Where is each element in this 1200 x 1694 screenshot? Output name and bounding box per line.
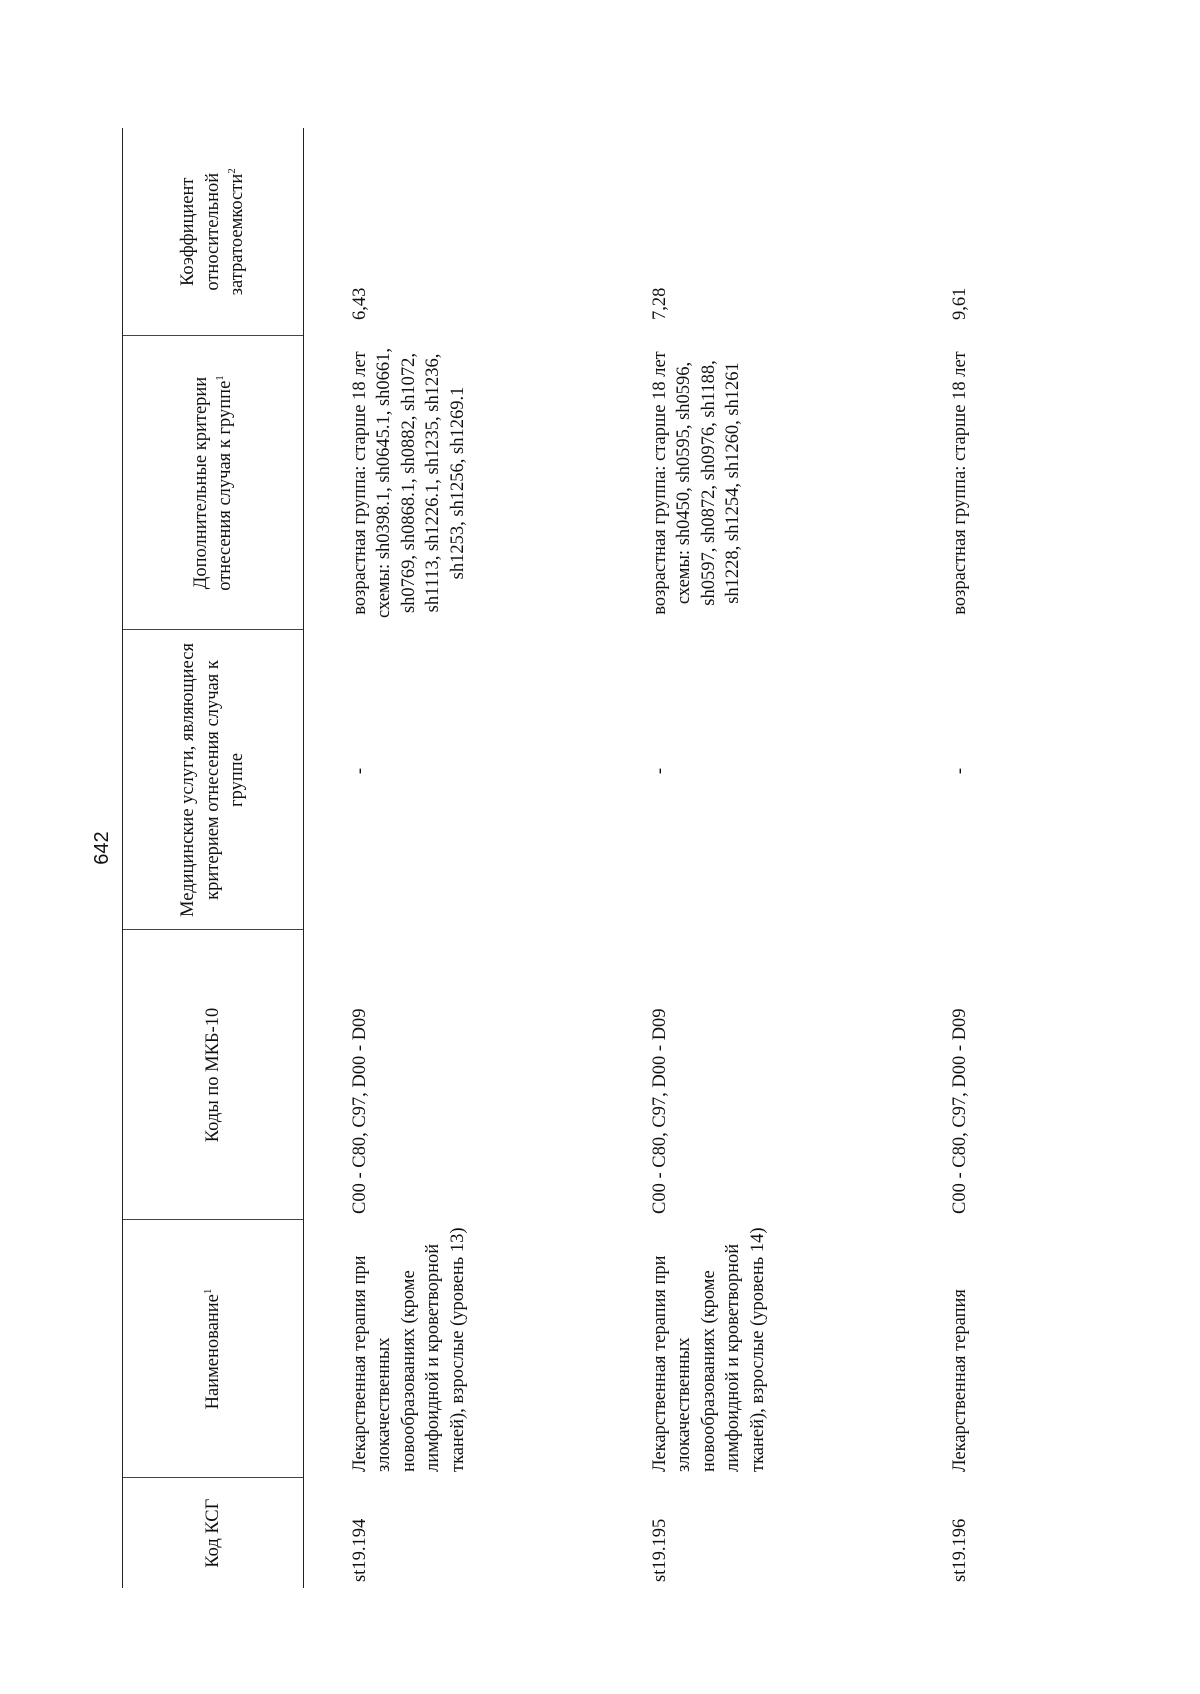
table-row xyxy=(648,128,948,1588)
header-services-label: Медицинские услуги, являющиеся критерием отнесения случая к группе xyxy=(178,643,248,917)
header-name xyxy=(123,1220,304,1478)
cell-code: st19.194 xyxy=(350,1518,370,1582)
table-row xyxy=(948,128,1128,1588)
cell-code: st19.196 xyxy=(950,1518,970,1582)
cell-name: Лекарственная терапия xyxy=(950,1289,970,1472)
header-extra-label: Дополнительные критерии отнесения случая к группе xyxy=(190,376,236,591)
cell-extra: возрастная группа: старше 18 лет xyxy=(950,351,970,615)
table-body xyxy=(304,128,1129,1588)
header-coef-footnote: 2 xyxy=(226,168,239,174)
cell-services: - xyxy=(950,767,970,775)
header-row xyxy=(123,128,304,1588)
table-row xyxy=(304,128,649,1588)
header-name-footnote: 1 xyxy=(201,1288,214,1295)
cell-name: Лекарственная терапия при злокачественных новообразованиях (кроме лимфоидной и кроветворной тканей), взрослые (уровень 14) xyxy=(650,1227,768,1472)
header-code xyxy=(123,1478,304,1588)
cell-coef: 7,28 xyxy=(650,287,670,320)
header-services xyxy=(123,630,304,930)
cell-coef: 6,43 xyxy=(350,287,370,320)
cell-icd: C00 - C80, C97, D00 - D09 xyxy=(950,1008,970,1214)
page-number: 642 xyxy=(91,831,113,865)
cell-icd: C00 - C80, C97, D00 - D09 xyxy=(350,1008,370,1214)
header-code-label: Код КСГ xyxy=(202,1498,223,1568)
cell-extra: возрастная группа: старше 18 лет схемы: sh0450, sh0595, sh0596, sh0597, sh0872, sh0976, sh1188, sh1228, sh1254, sh1260, sh1261 xyxy=(650,351,744,615)
header-icd xyxy=(123,930,304,1220)
header-extra-footnote: 1 xyxy=(213,375,226,381)
header-coef-label: Коэффициент относительной затратоемкости xyxy=(178,172,248,296)
rotated-table-container xyxy=(122,128,1162,1588)
cell-coef: 9,61 xyxy=(950,287,970,320)
header-icd-label: Коды по МКБ-10 xyxy=(202,1007,223,1143)
cell-code: st19.195 xyxy=(650,1518,670,1582)
cell-services: - xyxy=(350,767,370,775)
header-coef xyxy=(123,128,304,336)
cell-extra: возрастная группа: старше 18 лет схемы: sh0398.1, sh0645.1, sh0661, sh0769, sh0868.1, sh0882, sh1072, sh1113, sh1226.1, sh1235, sh1236, sh1253, sh1256, sh1269.1 xyxy=(350,347,468,619)
cell-name: Лекарственная терапия при злокачественных новообразованиях (кроме лимфоидной и кроветворной тканей), взрослые (уровень 13) xyxy=(350,1227,468,1472)
cell-icd: C00 - C80, C97, D00 - D09 xyxy=(650,1008,670,1214)
cell-services: - xyxy=(650,767,670,775)
header-extra xyxy=(123,336,304,630)
header-name-label: Наименование xyxy=(202,1294,223,1410)
table-header xyxy=(123,128,304,1588)
ksg-table xyxy=(122,128,1128,1588)
